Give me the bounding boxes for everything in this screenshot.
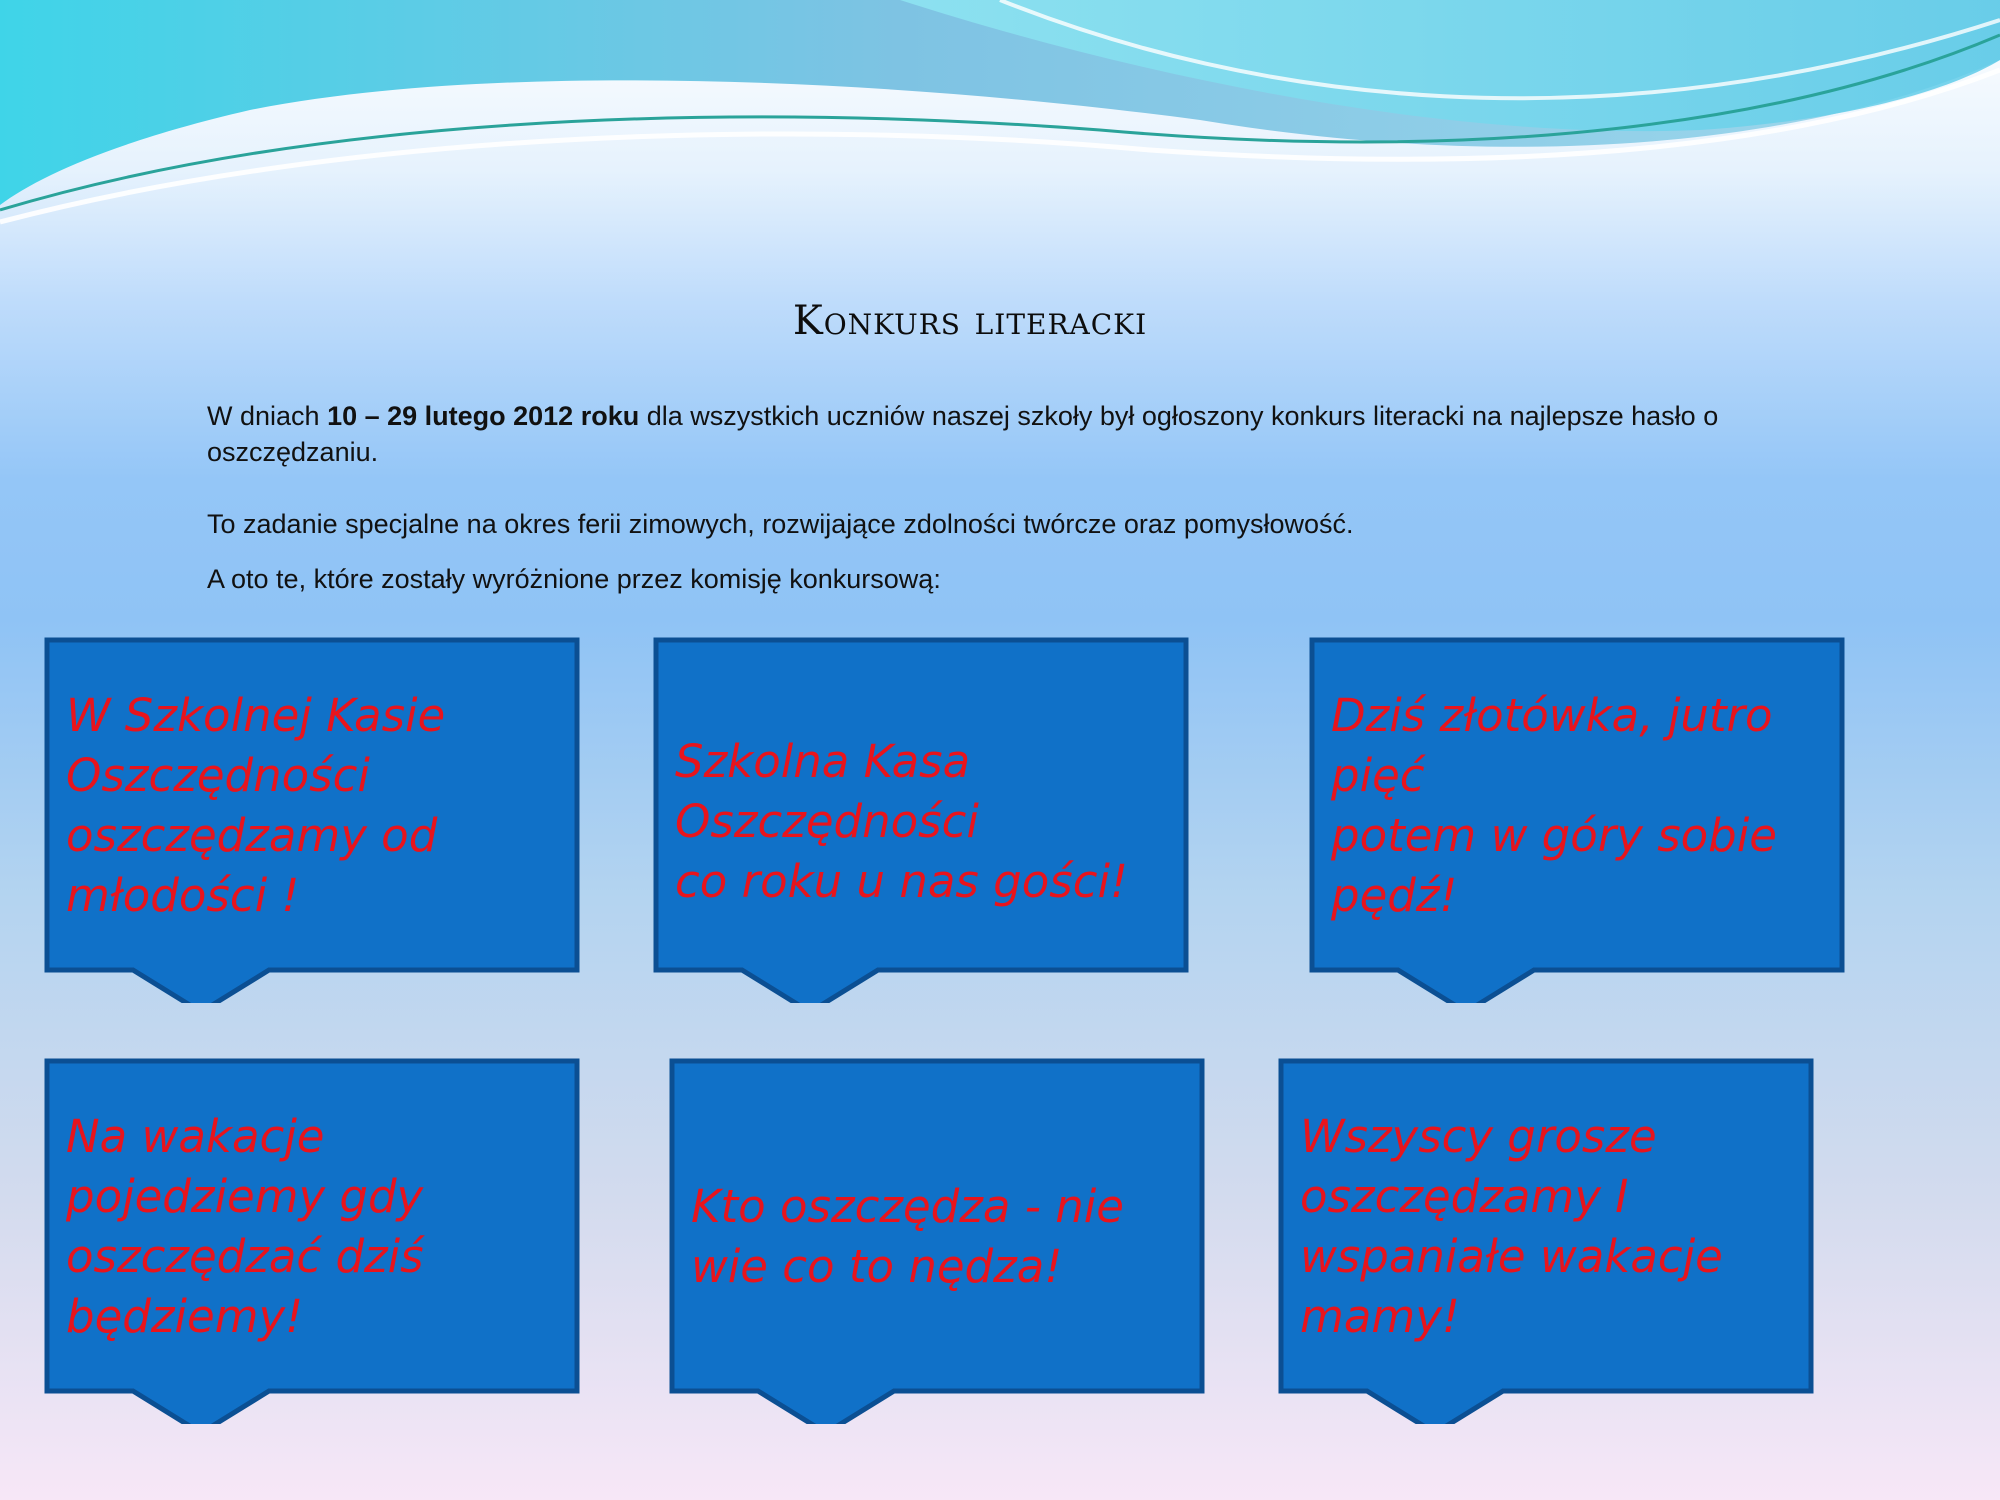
slogan-callout bbox=[1309, 637, 1849, 1003]
decorative-waves bbox=[0, 0, 2000, 240]
winners-intro: A oto te, które zostały wyróżnione przez komisję konkursową: bbox=[207, 564, 941, 594]
slogan-text: W Szkolnej Kasie Oszczędności oszczędzamy od młodości ! bbox=[66, 689, 446, 922]
slogan-text: Wszyscy grosze oszczędzamy I wspaniałe wakacje mamy! bbox=[1300, 1110, 1723, 1343]
slogan-text: Kto oszczędza - nie wie co to nędza! bbox=[691, 1180, 1124, 1293]
slogan-text: Dziś złotówka, jutro pięć potem w góry sobie pędź! bbox=[1331, 689, 1777, 922]
intro-date-range: 10 – 29 lutego 2012 roku bbox=[327, 401, 640, 431]
page-title: Konkurs literacki bbox=[792, 298, 1148, 344]
task-description: To zadanie specjalne na okres ferii zimowych, rozwijające zdolności twórcze oraz pomysłowość. bbox=[207, 509, 1354, 539]
slogan-callout bbox=[669, 1058, 1209, 1424]
slogan-callout bbox=[44, 637, 584, 1003]
slogan-callout bbox=[653, 637, 1193, 1003]
slogan-text: Szkolna Kasa Oszczędności co roku u nas gości! bbox=[675, 735, 1128, 908]
intro-text-end: dla wszystkich uczniów naszej szkoły był ogłoszony konkurs literacki na najlepsze hasło o oszczędzaniu. bbox=[207, 401, 1719, 467]
intro-paragraph bbox=[207, 398, 1767, 470]
slogan-callout bbox=[1278, 1058, 1818, 1424]
intro-text-start: W dniach bbox=[207, 401, 328, 431]
slogan-text: Na wakacje pojedziemy gdy oszczędzać dziś będziemy! bbox=[66, 1110, 424, 1343]
slogan-callout bbox=[44, 1058, 584, 1424]
